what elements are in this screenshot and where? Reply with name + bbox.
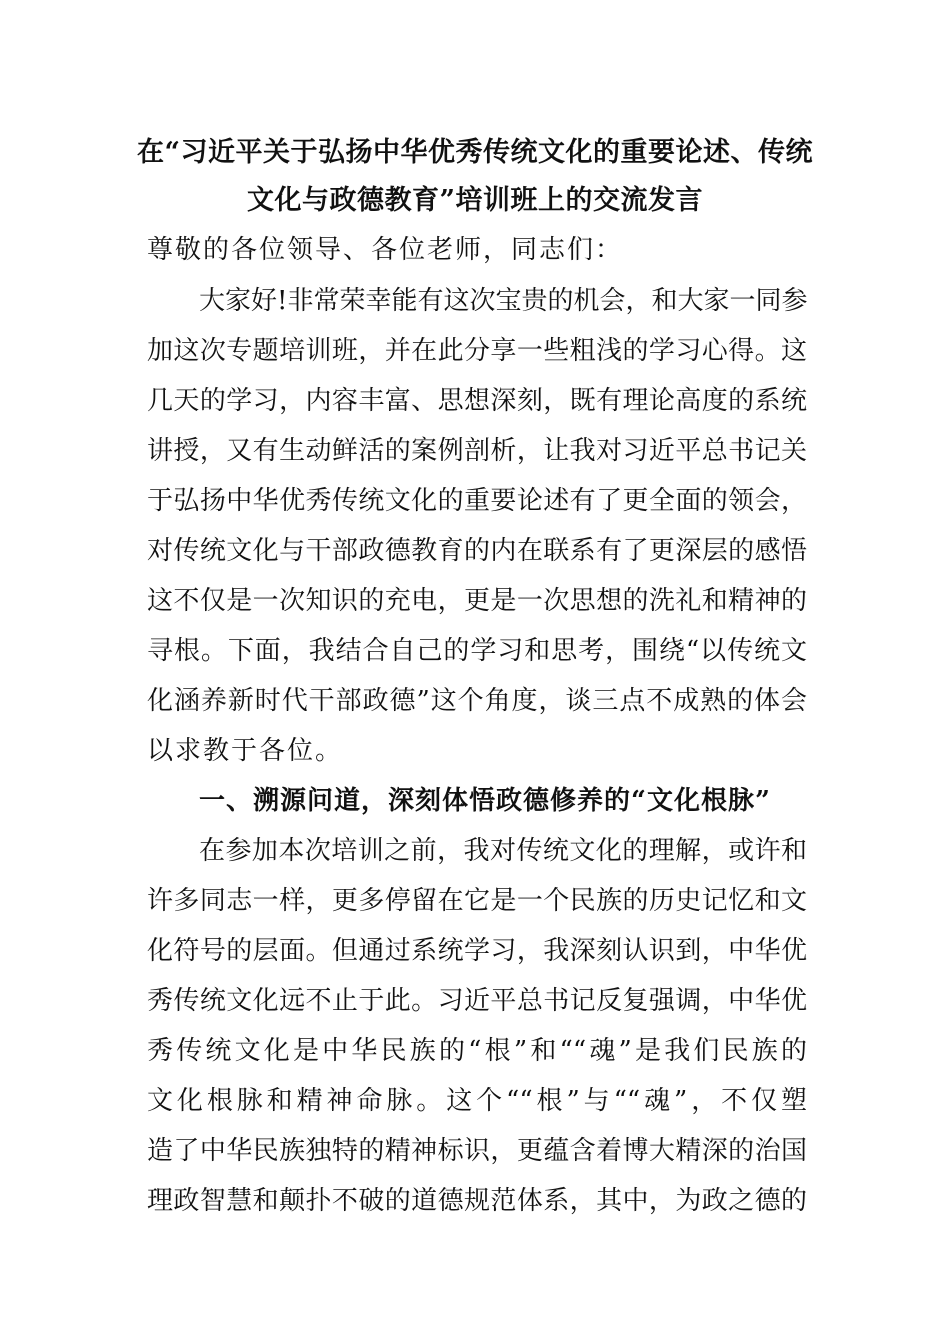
paragraph-2-line: 理政智慧和颠扑不破的道德规范体系，其中，为政之德的 [147,1186,807,1216]
paragraph-1-line: 寻根。下面，我结合自己的学习和思考，围绕“以传统文 [147,636,807,666]
section-1-heading: 一、溯源问道，深刻体悟政德修养的“文化根脉” [199,786,771,816]
paragraph-1-line: 这不仅是一次知识的充电，更是一次思想的洗礼和精神的 [147,586,807,616]
paragraph-1-line: 以求教于各位。 [147,736,344,766]
paragraph-1-line: 加这次专题培训班，并在此分享一些粗浅的学习心得。这 [147,336,807,366]
paragraph-1-line: 几天的学习，内容丰富、思想深刻，既有理论高度的系统 [147,386,807,416]
paragraph-1-line: 化涵养新时代干部政德”这个角度，谈三点不成熟的体会 [147,686,807,716]
paragraph-1-line: 对传统文化与干部政德教育的内在联系有了更深层的感悟 [147,536,807,566]
paragraph-2-line: 许多同志一样，更多停留在它是一个民族的历史记忆和文 [147,886,807,916]
document-title-line-2: 文化与政德教育”培训班上的交流发言 [246,185,704,216]
paragraph-2-line: 秀传统文化远不止于此。习近平总书记反复强调，中华优 [147,986,807,1016]
paragraph-2-line: 文化根脉和精神命脉。这个““根”与““魂”，不仅塑 [147,1086,807,1116]
paragraph-2-line: 秀传统文化是中华民族的“根”和““魂”是我们民族的 [147,1036,807,1066]
paragraph-1-line: 讲授，又有生动鲜活的案例剖析，让我对习近平总书记关 [147,436,807,466]
paragraph-1-line: 大家好!非常荣幸能有这次宝贵的机会，和大家一同参 [199,286,808,316]
paragraph-2-line: 在参加本次培训之前，我对传统文化的理解，或许和 [199,836,807,866]
paragraph-1-line: 于弘扬中华优秀传统文化的重要论述有了更全面的领会， [147,486,807,516]
paragraph-2-line: 化符号的层面。但通过系统学习，我深刻认识到，中华优 [147,936,807,966]
document-title-line-1: 在“习近平关于弘扬中华优秀传统文化的重要论述、传统 [136,137,814,168]
salutation: 尊敬的各位领导、各位老师，同志们： [147,235,624,265]
paragraph-2-line: 造了中华民族独特的精神标识，更蕴含着博大精深的治国 [147,1136,807,1166]
